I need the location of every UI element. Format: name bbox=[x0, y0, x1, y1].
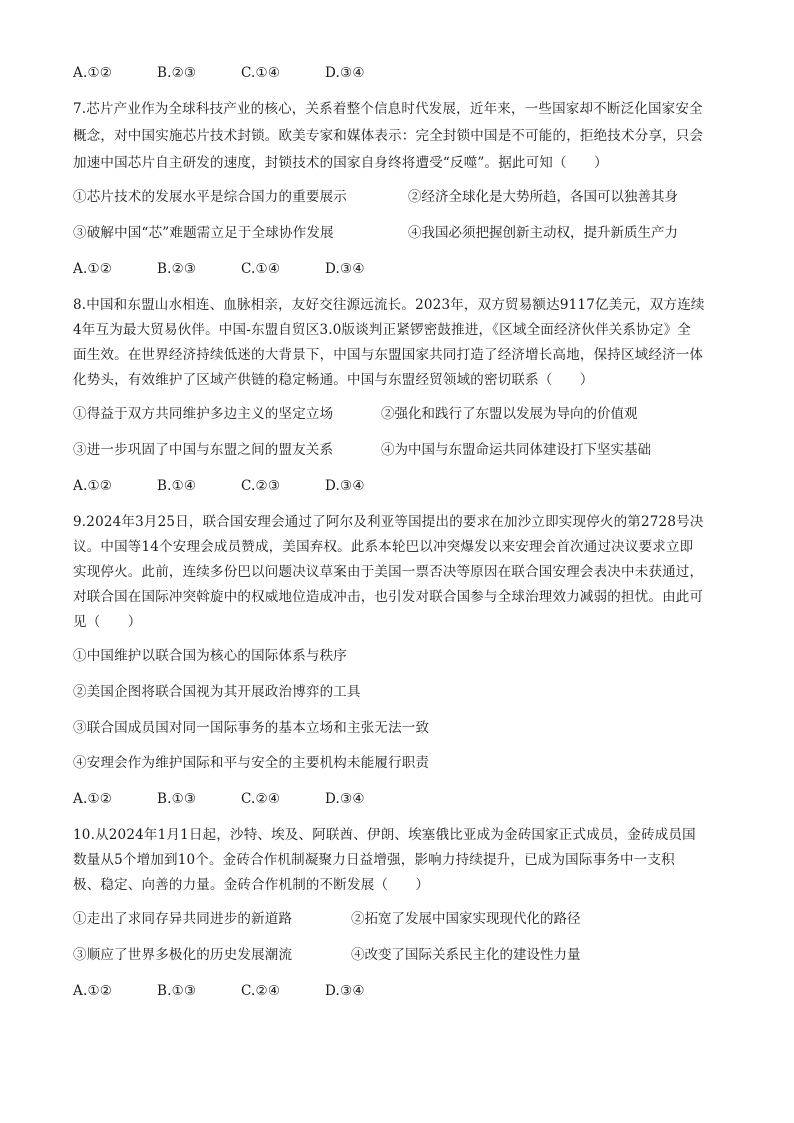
q6-answer-b: B.②③ bbox=[157, 65, 197, 81]
q7-answer-row bbox=[73, 259, 365, 279]
q10-stem-line-2: 数量从5个增加到10个。金砖合作机制凝聚力日益增强，影响力持续提升，已成为国际事务中一支积 bbox=[73, 852, 675, 868]
q7-option-3: ③破解中国“芯”难题需立足于全球协作发展 bbox=[73, 225, 334, 241]
q10-stem-line-3: 极、稳定、向善的力量。金砖合作机制的不断发展（ ） bbox=[73, 877, 430, 893]
q10-answer-c: C.②④ bbox=[241, 983, 281, 999]
q9-option-3: ③联合国成员国对同一国际事务的基本立场和主张无法一致 bbox=[73, 720, 430, 736]
q10-option-2: ②拓宽了发展中国家实现现代化的路径 bbox=[351, 911, 581, 927]
q7-answer-b: B.②③ bbox=[157, 261, 197, 277]
q8-answer-d: D.③④ bbox=[325, 478, 365, 494]
q7-answer-d: D.③④ bbox=[325, 261, 365, 277]
q7-option-1: ①芯片技术的发展水平是综合国力的重要展示 bbox=[73, 189, 347, 205]
q8-stem-line-3: 面生效。在世界经济持续低迷的大背景下，中国与东盟国家共同打造了经济增长高地，保持区域经济一体 bbox=[73, 347, 704, 363]
q6-answer-c: C.①④ bbox=[241, 65, 281, 81]
q8-answer-c: C.②③ bbox=[241, 478, 281, 494]
q10-stem-line-1: 10.从2024年1月1日起，沙特、埃及、阿联酋、伊朗、埃塞俄比亚成为金砖国家正式成员，金砖成员国 bbox=[73, 827, 696, 843]
q8-option-4: ④为中国与东盟命运共同体建设打下坚实基础 bbox=[381, 442, 651, 458]
q9-answer-c: C.②④ bbox=[241, 791, 281, 807]
q8-stem-line-4: 化势头，有效维护了区域产供链的稳定畅通。中国与东盟经贸领域的密切联系（ ） bbox=[73, 372, 594, 388]
q7-option-2: ②经济全球化是大势所趋，各国可以独善其身 bbox=[408, 189, 678, 205]
q9-answer-b: B.①③ bbox=[157, 791, 197, 807]
q9-stem-line-5: 见（ ） bbox=[73, 614, 142, 630]
q10-option-1: ①走出了求同存异共同进步的新道路 bbox=[73, 911, 293, 927]
q10-answer-b: B.①③ bbox=[157, 983, 197, 999]
q8-stem-line-2: 4年互为最大贸易伙伴。中国-东盟自贸区3.0版谈判正紧锣密鼓推进，《区域全面经济伙伴关系协定》全 bbox=[73, 322, 691, 338]
q9-stem-line-2: 议。中国等14个安理会成员赞成，美国弃权。此系本轮巴以冲突爆发以来安理会首次通过决议要求立即 bbox=[73, 539, 694, 555]
q9-answer-a: A.①② bbox=[73, 791, 113, 807]
q8-option-1: ①得益于双方共同维护多边主义的坚定立场 bbox=[73, 406, 334, 422]
q9-option-4: ④安理会作为维护国际和平与安全的主要机构未能履行职责 bbox=[73, 755, 430, 771]
q10-option-4: ④改变了国际关系民主化的建设性力量 bbox=[351, 947, 581, 963]
q7-stem-line-2: 概念，对中国实施芯片技术封锁。欧美专家和媒体表示：完全封锁中国是不可能的，拒绝技术分享，只会 bbox=[73, 128, 704, 144]
q9-stem-line-3: 实现停火。此前，连续多份巴以问题决议草案由于美国一票否决等原因在联合国安理会表决中未获通过， bbox=[73, 564, 704, 580]
q8-stem-line-1: 8.中国和东盟山水相连、血脉相亲，友好交往源远流长。2023年，双方贸易额达9117亿美元，双方连续 bbox=[73, 297, 705, 313]
q10-option-3: ③顺应了世界多极化的历史发展潮流 bbox=[73, 947, 293, 963]
q8-answer-b: B.①④ bbox=[157, 478, 197, 494]
q9-answer-row bbox=[73, 789, 365, 809]
q6-answer-d: D.③④ bbox=[325, 65, 365, 81]
q7-stem-line-1: 7.芯片产业作为全球科技产业的核心，关系着整个信息时代发展，近年来，一些国家却不断泛化国家安全 bbox=[73, 101, 703, 117]
q9-stem-line-4: 对联合国在国际冲突斡旋中的权威地位造成冲击，也引发对联合国参与全球治理效力减弱的担忧。由此可 bbox=[73, 589, 704, 605]
q9-stem-line-1: 9.2024年3月25日，联合国安理会通过了阿尔及利亚等国提出的要求在加沙立即实现停火的第2728号决 bbox=[73, 514, 704, 530]
q9-option-2: ②美国企图将联合国视为其开展政治博弈的工具 bbox=[73, 684, 361, 700]
q7-stem-line-3: 加速中国芯片自主研发的速度，封锁技术的国家自身终将遭受“反噬”。据此可知（ ） bbox=[73, 155, 608, 171]
q6-answer-row bbox=[73, 63, 365, 83]
q9-answer-d: D.③④ bbox=[325, 791, 365, 807]
q8-answer-a: A.①② bbox=[73, 478, 113, 494]
q8-answer-row bbox=[73, 476, 365, 496]
q8-option-2: ②强化和践行了东盟以发展为导向的价值观 bbox=[381, 406, 638, 422]
q7-option-4: ④我国必须把握创新主动权，提升新质生产力 bbox=[408, 225, 678, 241]
q10-answer-d: D.③④ bbox=[325, 983, 365, 999]
q10-answer-a: A.①② bbox=[73, 983, 113, 999]
q8-option-3: ③进一步巩固了中国与东盟之间的盟友关系 bbox=[73, 442, 334, 458]
q10-answer-row bbox=[73, 981, 365, 1001]
q6-answer-a: A.①② bbox=[73, 65, 113, 81]
q7-answer-c: C.①④ bbox=[241, 261, 281, 277]
q9-option-1: ①中国维护以联合国为核心的国际体系与秩序 bbox=[73, 648, 347, 664]
q7-answer-a: A.①② bbox=[73, 261, 113, 277]
